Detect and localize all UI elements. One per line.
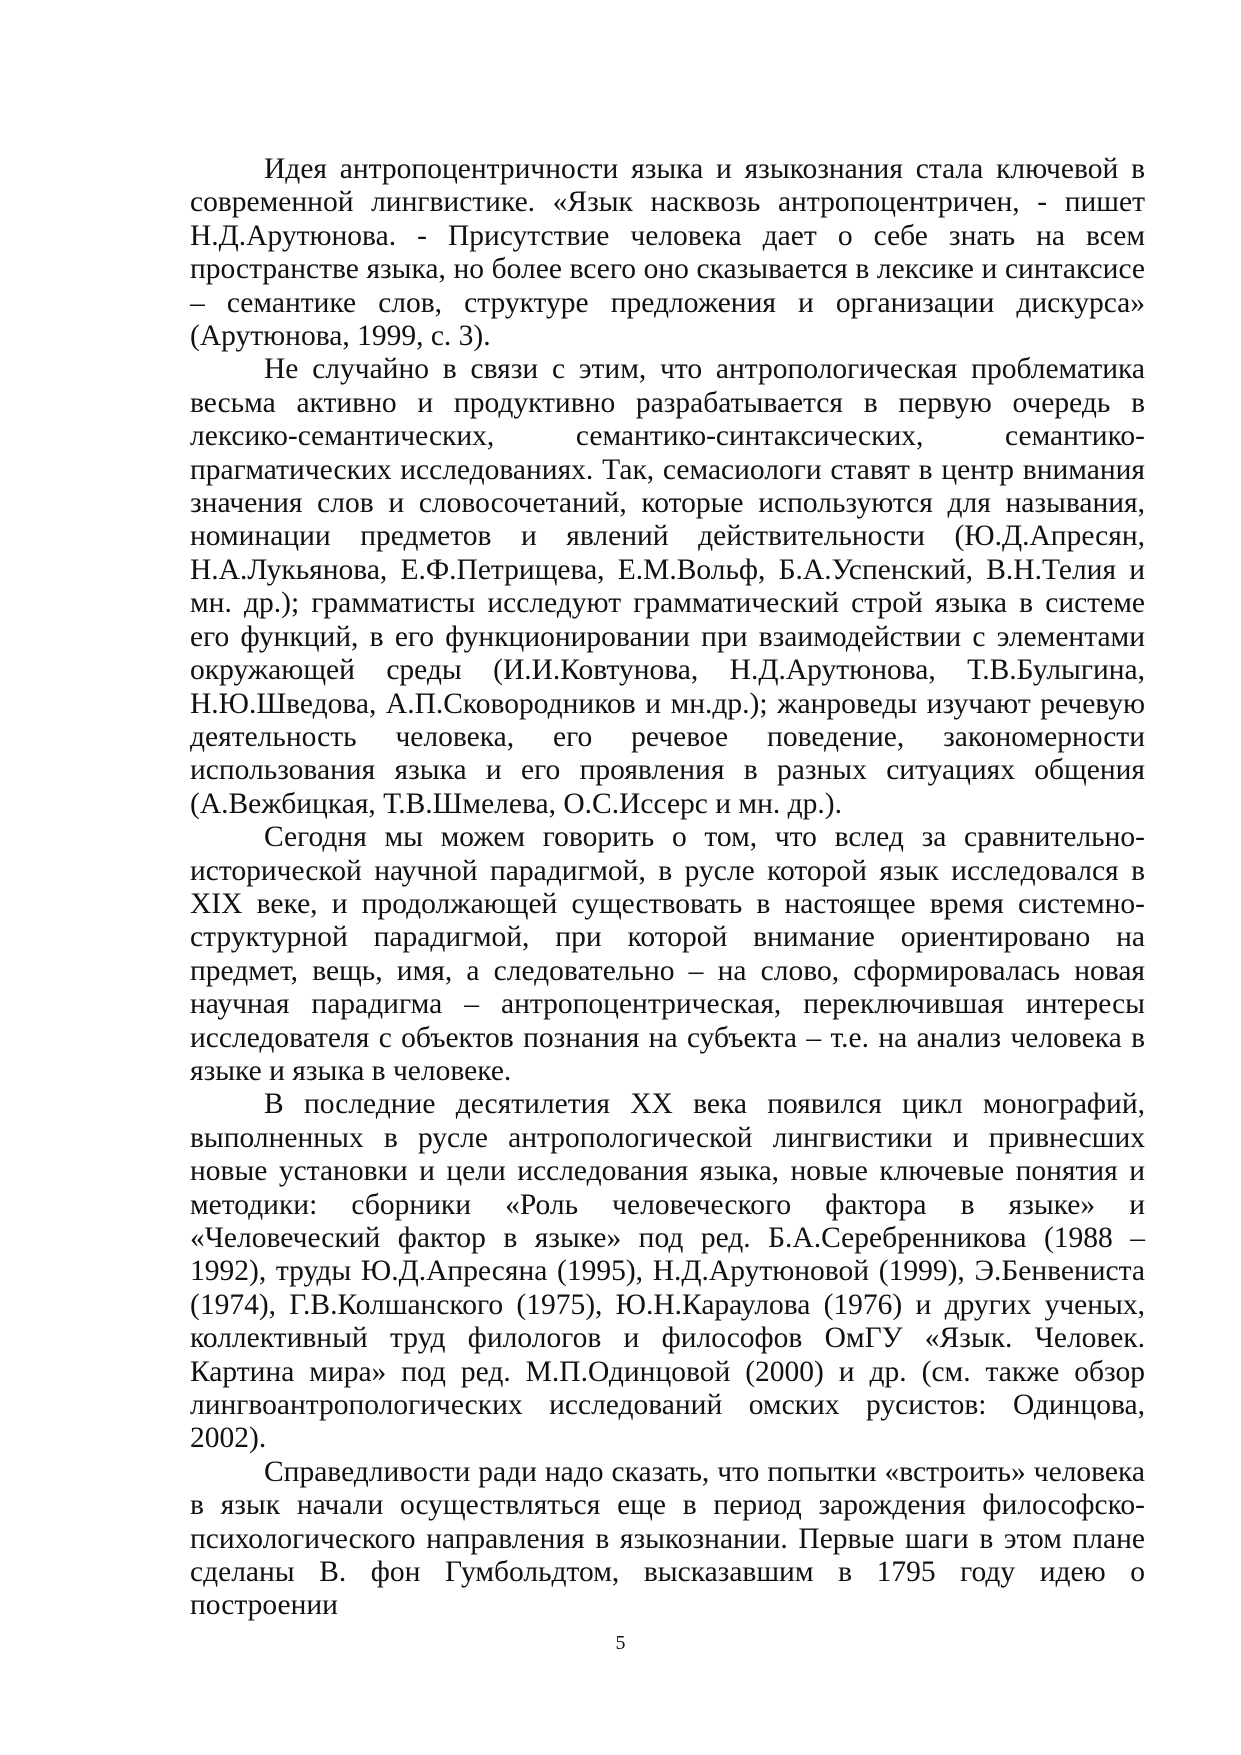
page-number: 5 — [615, 1632, 626, 1654]
paragraph-5: Справедливости ради надо сказать, что попытки «встроить» человека в язык начали осуществляться еще в период зарождения философско-психологического направления в языкознании. Первые шаги в этом плане сделаны В. фон Гумбольдтом, высказавшим в 1795 году идею о построении — [190, 1455, 1145, 1622]
paragraph-2: Не случайно в связи с этим, что антропологическая проблематика весьма активно и продуктивно разрабатывается в первую очередь в лексико-семантических, семантико-синтаксических, семантико-прагматических исследованиях. Так, семасиологи ставят в центр внимания значения слов и словосочетаний, которые используются для называния, номинации предметов и явлений действительности (Ю.Д.Апресян, Н.А.Лукьянова, Е.Ф.Петрищева, Е.М.Вольф, Б.А.Успенский, В.Н.Телия и мн. др.); грамматисты исследуют грамматический строй языка в системе его функций, в его функционировании при взаимодействии с элементами окружающей среды (И.И.Ковтунова, Н.Д.Арутюнова, Т.В.Булыгина, Н.Ю.Шведова, А.П.Сковородников и мн.др.); жанроведы изучают речевую деятельность человека, его речевое поведение, закономерности использования языка и его проявления в разных ситуациях общения (А.Вежбицкая, Т.В.Шмелева, О.С.Иссерс и мн. др.). — [190, 353, 1145, 820]
paragraph-4: В последние десятилетия XX века появился цикл монографий, выполненных в русле антропологической лингвистики и привнесших новые установки и цели исследования языка, новые ключевые понятия и методики: сборники «Роль человеческого фактора в языке» и «Человеческий фактор в языке» под ред. Б.А.Серебренникова (1988 – 1992), труды Ю.Д.Апресяна (1995), Н.Д.Арутюновой (1999), Э.Бенвениста (1974), Г.В.Колшанского (1975), Ю.Н.Караулова (1976) и других ученых, коллективный труд филологов и философов ОмГУ «Язык. Человек. Картина мира» под ред. М.П.Одинцовой (2000) и др. (см. также обзор лингвоантропологических исследований омских русистов: Одинцова, 2002). — [190, 1088, 1145, 1455]
body-text — [190, 153, 1145, 1623]
paragraph-3: Сегодня мы можем говорить о том, что вслед за сравнительно-исторической научной парадигмой, в русле которой язык исследовался в XIX веке, и продолжающей существовать в настоящее время системно-структурной парадигмой, при которой внимание ориентировано на предмет, вещь, имя, а следовательно – на слово, сформировалась новая научная парадигма – антропоцентрическая, переключившая интересы исследователя с объектов познания на субъекта – т.е. на анализ человека в языке и языка в человеке. — [190, 821, 1145, 1087]
paragraph-1: Идея антропоцентричности языка и языкознания стала ключевой в современной лингвистике. «Язык насквозь антропоцентричен, - пишет Н.Д.Арутюнова. - Присутствие человека дает о себе знать на всем пространстве языка, но более всего оно сказывается в лексике и синтаксисе – семантике слов, структуре предложения и организации дискурса» (Арутюнова, 1999, с. 3). — [190, 153, 1145, 353]
